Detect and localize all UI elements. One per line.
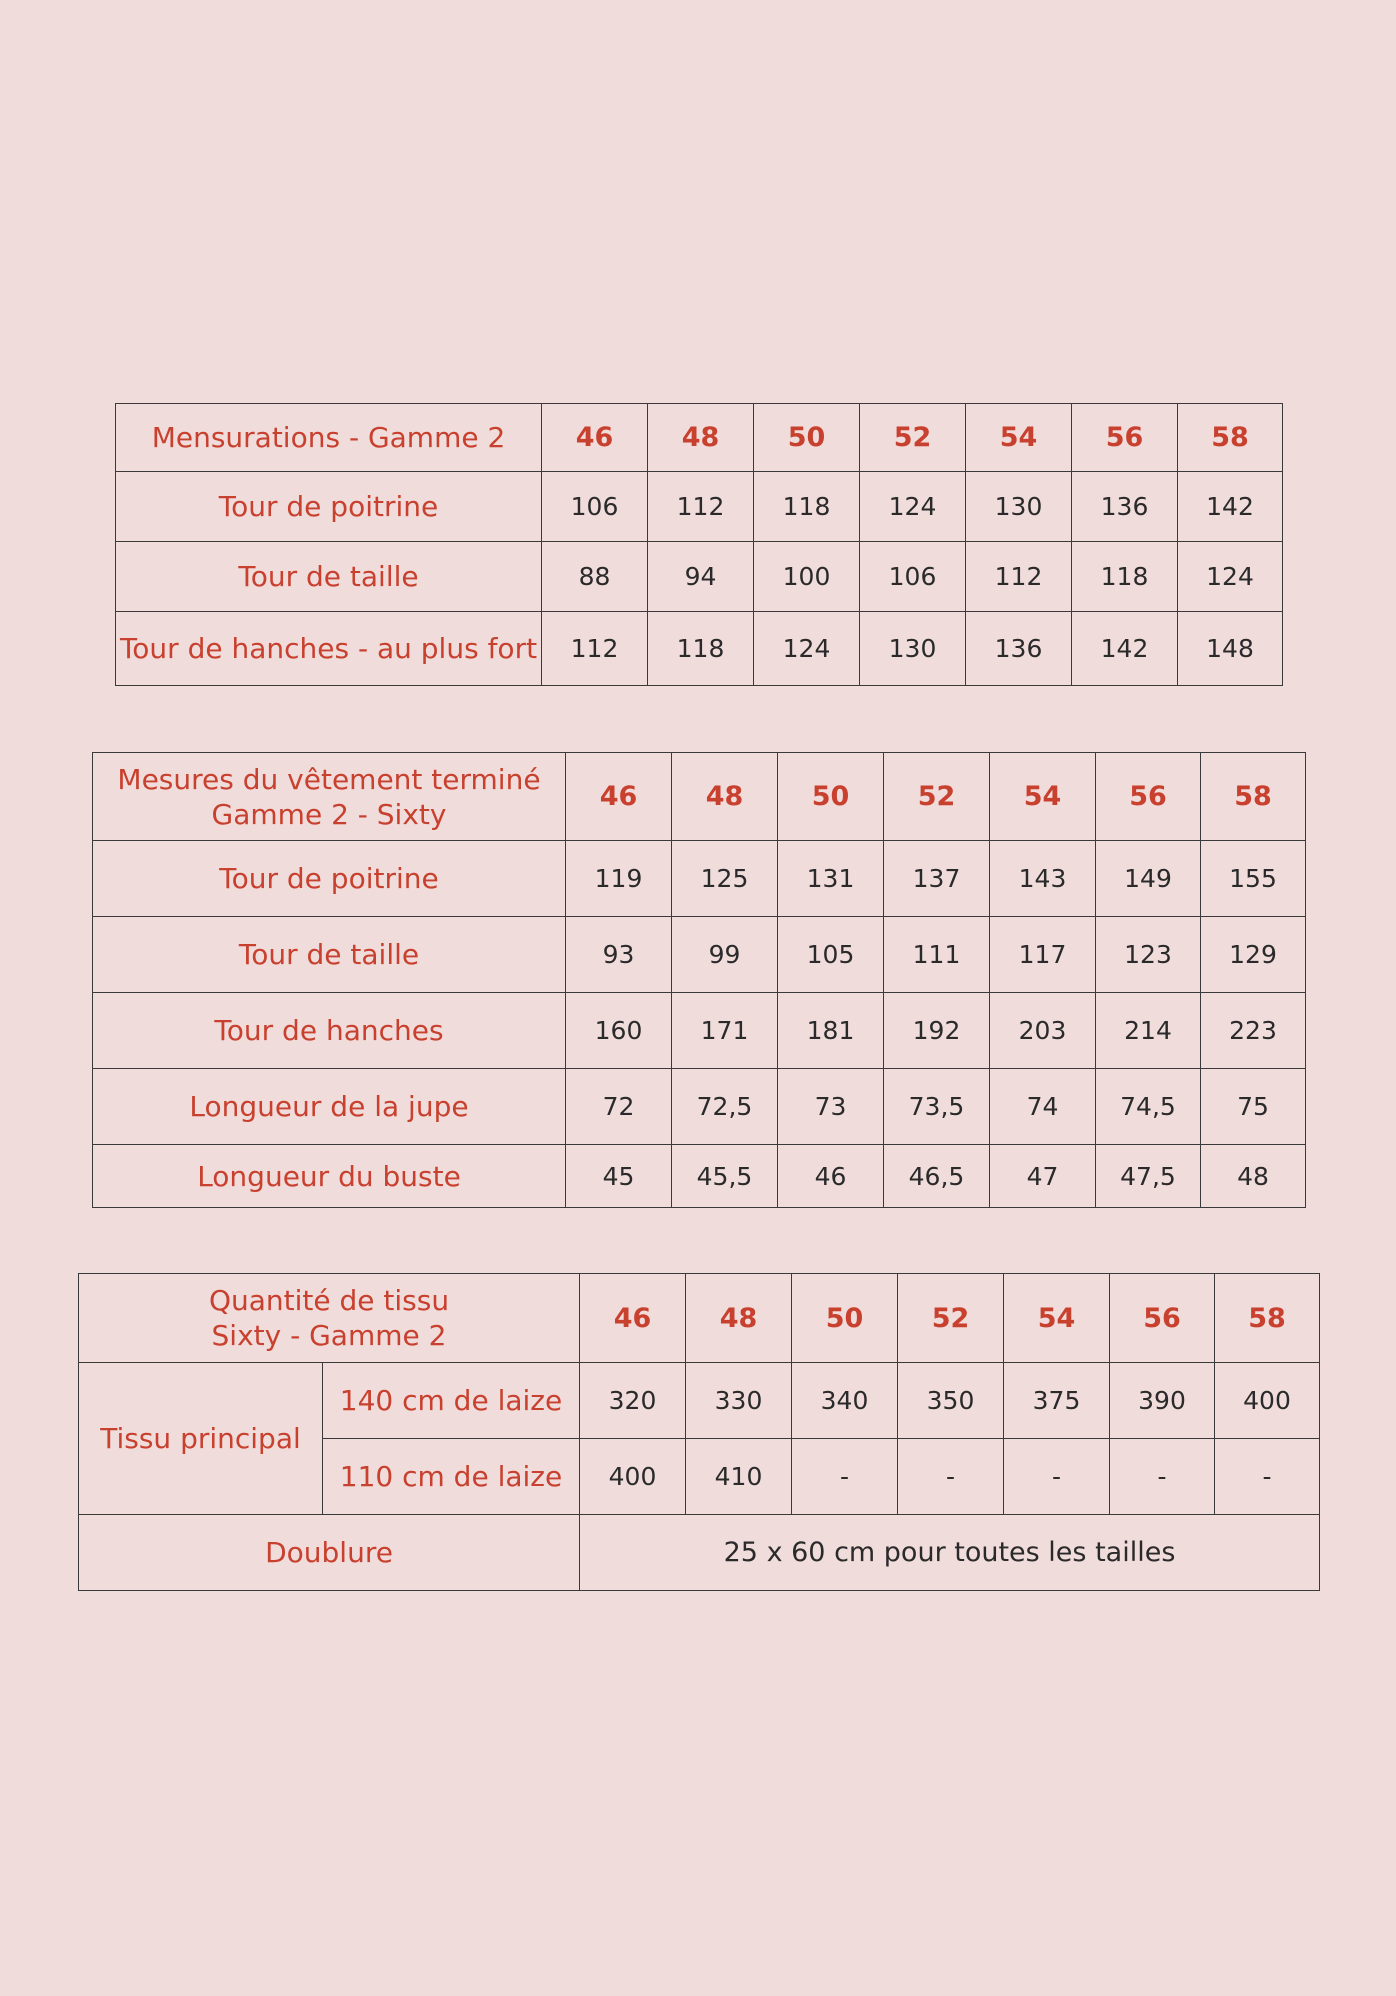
table-title-line2: Gamme 2 - Sixty xyxy=(211,797,447,831)
main-fabric-label: Tissu principal xyxy=(79,1363,323,1515)
table-row xyxy=(79,1515,1320,1591)
size-header: 46 xyxy=(580,1274,686,1363)
table-cell: 119 xyxy=(566,841,672,917)
size-header: 56 xyxy=(1072,404,1178,472)
table-cell: 214 xyxy=(1096,993,1201,1069)
table-cell: 330 xyxy=(686,1363,792,1439)
table-header-row xyxy=(93,753,1306,841)
row-label: Tour de taille xyxy=(93,917,566,993)
table-title: Mensurations - Gamme 2 xyxy=(116,404,542,472)
table-cell: 160 xyxy=(566,993,672,1069)
table-cell: 99 xyxy=(672,917,778,993)
lining-label: Doublure xyxy=(79,1515,580,1591)
table-cell: 136 xyxy=(1072,472,1178,542)
finished-garment-table xyxy=(92,752,1306,1208)
table-cell: 106 xyxy=(542,472,648,542)
table-header-row xyxy=(79,1274,1320,1363)
table-cell: 106 xyxy=(860,542,966,612)
table-cell: 137 xyxy=(884,841,990,917)
table-title-line1: Mesures du vêtement terminé xyxy=(117,762,541,796)
table-cell: - xyxy=(1215,1439,1320,1515)
table-cell: 72 xyxy=(566,1069,672,1145)
table-cell: - xyxy=(1110,1439,1215,1515)
table-cell: 223 xyxy=(1201,993,1306,1069)
row-label: 110 cm de laize xyxy=(323,1439,580,1515)
table-row xyxy=(93,993,1306,1069)
size-header: 54 xyxy=(1004,1274,1110,1363)
size-header: 52 xyxy=(898,1274,1004,1363)
size-header: 46 xyxy=(566,753,672,841)
table-cell: 171 xyxy=(672,993,778,1069)
size-header: 48 xyxy=(686,1274,792,1363)
size-header: 48 xyxy=(648,404,754,472)
table-title xyxy=(93,753,566,841)
table-title-line1: Quantité de tissu xyxy=(208,1284,450,1317)
table-row xyxy=(93,917,1306,993)
table-cell: 124 xyxy=(754,612,860,686)
table-cell: 73 xyxy=(778,1069,884,1145)
table-cell: 46,5 xyxy=(884,1145,990,1208)
table-header-row xyxy=(116,404,1283,472)
size-header: 50 xyxy=(754,404,860,472)
table-cell: 45,5 xyxy=(672,1145,778,1208)
table-cell: 73,5 xyxy=(884,1069,990,1145)
size-header: 56 xyxy=(1096,753,1201,841)
table-cell: 47 xyxy=(990,1145,1096,1208)
table-cell: 111 xyxy=(884,917,990,993)
table-cell: 112 xyxy=(966,542,1072,612)
table-row xyxy=(116,542,1283,612)
table-cell: 100 xyxy=(754,542,860,612)
table-cell: 143 xyxy=(990,841,1096,917)
table-cell: 181 xyxy=(778,993,884,1069)
lining-value: 25 x 60 cm pour toutes les tailles xyxy=(580,1515,1320,1591)
size-header: 54 xyxy=(966,404,1072,472)
table-cell: 112 xyxy=(648,472,754,542)
table-cell: 45 xyxy=(566,1145,672,1208)
table-cell: 48 xyxy=(1201,1145,1306,1208)
table-cell: 94 xyxy=(648,542,754,612)
row-label: 140 cm de laize xyxy=(323,1363,580,1439)
table-cell: 350 xyxy=(898,1363,1004,1439)
table-cell: 123 xyxy=(1096,917,1201,993)
table-title xyxy=(79,1274,580,1363)
row-label: Tour de taille xyxy=(116,542,542,612)
row-label: Tour de hanches xyxy=(93,993,566,1069)
table-cell: 155 xyxy=(1201,841,1306,917)
row-label: Longueur de la jupe xyxy=(93,1069,566,1145)
table-cell: 390 xyxy=(1110,1363,1215,1439)
table-cell: 375 xyxy=(1004,1363,1110,1439)
table-cell: 125 xyxy=(672,841,778,917)
row-label: Longueur du buste xyxy=(93,1145,566,1208)
measurements-table xyxy=(115,403,1283,686)
row-label: Tour de hanches - au plus fort xyxy=(116,612,542,686)
table-cell: 118 xyxy=(648,612,754,686)
size-header: 50 xyxy=(778,753,884,841)
table-cell: 74,5 xyxy=(1096,1069,1201,1145)
table-cell: - xyxy=(792,1439,898,1515)
table-cell: 88 xyxy=(542,542,648,612)
size-header: 50 xyxy=(792,1274,898,1363)
row-label: Tour de poitrine xyxy=(116,472,542,542)
table-cell: - xyxy=(898,1439,1004,1515)
table-cell: 75 xyxy=(1201,1069,1306,1145)
table-cell: 131 xyxy=(778,841,884,917)
table-cell: 74 xyxy=(990,1069,1096,1145)
table-cell: 118 xyxy=(1072,542,1178,612)
table-cell: 130 xyxy=(860,612,966,686)
table-cell: 124 xyxy=(860,472,966,542)
table-cell: 93 xyxy=(566,917,672,993)
table-cell: 112 xyxy=(542,612,648,686)
table-cell: 400 xyxy=(1215,1363,1320,1439)
table-row xyxy=(116,472,1283,542)
size-header: 48 xyxy=(672,753,778,841)
table-title-line2: Sixty - Gamme 2 xyxy=(211,1319,447,1352)
table-cell: 105 xyxy=(778,917,884,993)
table-row xyxy=(79,1363,1320,1439)
table-cell: 129 xyxy=(1201,917,1306,993)
table-cell: 136 xyxy=(966,612,1072,686)
table-cell: 72,5 xyxy=(672,1069,778,1145)
table-cell: 46 xyxy=(778,1145,884,1208)
fabric-quantity-table xyxy=(78,1273,1320,1591)
table-cell: 400 xyxy=(580,1439,686,1515)
size-header: 52 xyxy=(884,753,990,841)
size-header: 58 xyxy=(1201,753,1306,841)
size-header: 54 xyxy=(990,753,1096,841)
table-row xyxy=(93,841,1306,917)
table-cell: 203 xyxy=(990,993,1096,1069)
table-cell: 47,5 xyxy=(1096,1145,1201,1208)
table-row xyxy=(116,612,1283,686)
table-cell: 149 xyxy=(1096,841,1201,917)
table-cell: 130 xyxy=(966,472,1072,542)
size-header: 58 xyxy=(1178,404,1283,472)
table-cell: 124 xyxy=(1178,542,1283,612)
table-cell: 192 xyxy=(884,993,990,1069)
size-header: 52 xyxy=(860,404,966,472)
table-row xyxy=(93,1145,1306,1208)
table-row xyxy=(93,1069,1306,1145)
table-cell: 320 xyxy=(580,1363,686,1439)
table-cell: 117 xyxy=(990,917,1096,993)
table-cell: 410 xyxy=(686,1439,792,1515)
table-cell: 118 xyxy=(754,472,860,542)
table-cell: 148 xyxy=(1178,612,1283,686)
table-cell: 142 xyxy=(1072,612,1178,686)
size-header: 56 xyxy=(1110,1274,1215,1363)
table-cell: 142 xyxy=(1178,472,1283,542)
size-header: 46 xyxy=(542,404,648,472)
size-header: 58 xyxy=(1215,1274,1320,1363)
row-label: Tour de poitrine xyxy=(93,841,566,917)
table-cell: - xyxy=(1004,1439,1110,1515)
table-cell: 340 xyxy=(792,1363,898,1439)
